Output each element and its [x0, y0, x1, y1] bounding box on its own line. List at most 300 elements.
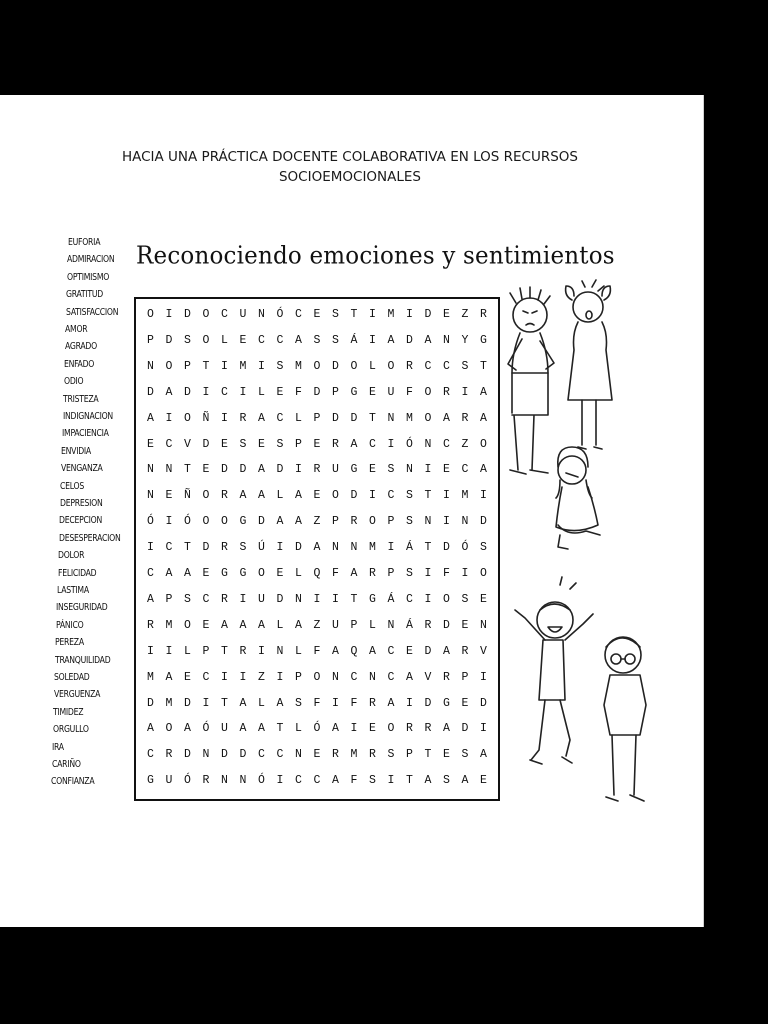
grid-letter: S — [332, 308, 339, 321]
angry-boy-drawing — [508, 287, 554, 474]
grid-letter: D — [202, 541, 210, 555]
grid-letter: L — [369, 359, 376, 373]
grid-letter: I — [369, 489, 376, 503]
grid-letter: U — [239, 308, 247, 321]
grid-letter: I — [350, 722, 358, 736]
grid-letter: I — [239, 592, 247, 606]
grid-letter: N — [295, 592, 302, 606]
grid-letter: A — [165, 567, 173, 580]
grid-letter: A — [258, 411, 265, 425]
grid-letter: A — [350, 437, 358, 451]
word-list-item: EUFORIA — [68, 237, 101, 248]
grid-letter: Z — [461, 437, 469, 451]
grid-letter: C — [313, 774, 321, 788]
word-list-item: ORGULLO — [52, 724, 89, 736]
grid-letter: L — [258, 696, 265, 710]
grid-letter: Ó — [147, 515, 154, 529]
grid-letter: O — [184, 618, 191, 632]
grid-letter: P — [295, 437, 302, 451]
grid-letter: T — [350, 592, 358, 606]
grid-letter: O — [424, 385, 432, 399]
grid-letter: D — [221, 463, 228, 477]
grid-letter: F — [313, 644, 321, 658]
grid-letter: N — [350, 541, 358, 555]
word-list-item: DEPRESION — [59, 498, 103, 509]
grid-letter: O — [313, 359, 321, 373]
grid-letter: E — [202, 618, 210, 632]
grid-letter: O — [369, 515, 376, 529]
grid-letter: I — [369, 333, 376, 347]
grid-letter: A — [295, 515, 302, 529]
grid-letter: N — [387, 411, 395, 425]
grid-letter: Ó — [258, 774, 265, 788]
grid-letter: D — [147, 696, 154, 710]
grid-letter: E — [369, 385, 376, 399]
grid-letter: E — [461, 618, 469, 632]
grid-letter: G — [443, 696, 450, 710]
grid-letter: I — [239, 385, 247, 399]
grid-letter: Ñ — [184, 489, 191, 503]
word-list-item: TRISTEZA — [63, 393, 99, 405]
grid-letter: O — [165, 359, 173, 373]
grid-letter: A — [147, 411, 154, 425]
grid-letter: I — [276, 774, 284, 788]
grid-letter: A — [295, 489, 302, 503]
worksheet-page — [0, 95, 704, 927]
grid-letter: A — [332, 774, 339, 788]
grid-letter: O — [202, 308, 210, 321]
grid-letter: E — [443, 463, 450, 477]
grid-letter: S — [443, 774, 450, 788]
grid-letter: I — [276, 670, 284, 684]
grid-letter: Á — [406, 541, 413, 555]
grid-letter: A — [350, 567, 358, 580]
grid-letter: A — [387, 696, 395, 710]
grid-letter: D — [424, 696, 432, 710]
grid-letter: P — [461, 670, 469, 684]
grid-letter: C — [369, 437, 376, 451]
grid-letter: S — [239, 541, 247, 555]
grid-letter: A — [147, 722, 154, 736]
grid-letter: R — [443, 385, 450, 399]
grid-letter: E — [239, 333, 247, 347]
children-illustration — [0, 95, 703, 927]
grid-letter: O — [332, 489, 339, 503]
grid-letter: A — [443, 411, 450, 425]
grid-letter: C — [221, 385, 228, 399]
grid-letter: Y — [461, 333, 469, 347]
grid-letter: C — [221, 308, 228, 321]
word-list-item: TRANQUILIDAD — [54, 654, 111, 666]
grid-letter: Ó — [406, 437, 413, 451]
grid-letter: I — [461, 385, 469, 399]
grid-letter: N — [480, 618, 487, 632]
grid-letter: L — [276, 489, 284, 503]
grid-letter: U — [258, 592, 265, 606]
grid-letter: F — [350, 774, 358, 788]
grid-letter: E — [461, 696, 469, 710]
grid-letter: M — [406, 411, 413, 425]
grid-letter: D — [276, 592, 284, 606]
grid-letter: D — [295, 541, 302, 555]
grid-letter: D — [443, 541, 450, 555]
grid-letter: D — [480, 696, 487, 710]
grid-letter: P — [387, 567, 395, 580]
grid-letter: A — [276, 696, 284, 710]
word-list-item: PÁNICO — [55, 619, 84, 631]
grid-letter: Ñ — [202, 411, 210, 425]
grid-letter: I — [258, 359, 265, 373]
grid-letter: L — [295, 567, 302, 580]
grid-letter: C — [443, 359, 450, 373]
grid-letter: L — [276, 618, 284, 632]
grid-letter: Ó — [313, 722, 321, 736]
happy-boy-drawing — [515, 577, 593, 764]
grid-letter: P — [350, 618, 358, 632]
grid-letter: E — [202, 463, 210, 477]
grid-letter: I — [239, 670, 247, 684]
word-list-item: ENFADO — [64, 358, 95, 370]
word-list-item: ENVIDIA — [61, 445, 92, 457]
grid-letter: G — [350, 463, 358, 477]
grid-letter: N — [332, 670, 339, 684]
grid-letter: G — [239, 567, 247, 580]
grid-letter: R — [480, 308, 487, 321]
grid-letter: Ú — [258, 541, 265, 555]
grid-letter: E — [276, 385, 284, 399]
grid-letter: R — [332, 437, 339, 451]
grid-letter: I — [165, 411, 173, 425]
grid-letter: I — [480, 489, 487, 503]
grid-letter: D — [184, 748, 191, 762]
grid-letter: E — [165, 489, 173, 503]
grid-letter: O — [443, 592, 450, 606]
grid-letter: I — [313, 592, 321, 606]
grid-letter: R — [461, 411, 469, 425]
grid-letter: S — [406, 489, 413, 503]
grid-letter: E — [369, 463, 376, 477]
grid-letter: T — [276, 722, 284, 736]
grid-letter: D — [443, 618, 450, 632]
grid-letter: T — [202, 359, 210, 373]
grid-letter: D — [258, 515, 265, 529]
grid-letter: M — [239, 359, 247, 373]
grid-letter: T — [184, 541, 191, 555]
grid-letter: R — [461, 644, 469, 658]
header-line-2: SOCIOEMOCIONALES — [278, 169, 422, 185]
grid-letter: D — [276, 463, 284, 477]
grid-letter: O — [480, 437, 487, 451]
grid-letter: P — [332, 515, 339, 529]
grid-letter: O — [165, 722, 173, 736]
grid-letter: F — [443, 567, 450, 580]
grid-letter: L — [184, 644, 191, 658]
grid-letter: G — [350, 385, 358, 399]
grid-letter: D — [424, 644, 432, 658]
grid-letter: U — [221, 722, 228, 736]
grid-letter: V — [424, 670, 432, 684]
grid-letter: T — [184, 463, 191, 477]
grid-letter: T — [424, 748, 432, 762]
grid-letter: A — [165, 385, 173, 399]
grid-letter: S — [295, 696, 302, 710]
sitting-girl-drawing — [556, 447, 600, 549]
grid-letter: C — [406, 592, 413, 606]
grid-letter: I — [202, 385, 210, 399]
grid-letter: Q — [313, 567, 321, 580]
word-list-item: IRA — [52, 741, 64, 753]
grid-letter: E — [276, 567, 284, 580]
grid-letter: D — [406, 333, 413, 347]
grid-letter: T — [480, 359, 487, 373]
grid-letter: I — [221, 411, 228, 425]
grid-letter: Á — [387, 592, 395, 606]
word-list-item: SOLEDAD — [54, 672, 90, 683]
grid-letter: E — [313, 748, 321, 762]
grid-letter: R — [443, 670, 450, 684]
grid-letter: N — [202, 748, 210, 762]
grid-letter: N — [147, 463, 154, 477]
word-list-item: DESESPERACION — [58, 532, 121, 544]
grid-letter: A — [239, 722, 247, 736]
grid-letter: N — [443, 333, 450, 347]
grid-letter: A — [406, 670, 413, 684]
grid-letter: M — [147, 670, 154, 684]
grid-letter: A — [258, 463, 265, 477]
grid-letter: L — [295, 411, 302, 425]
grid-letter: S — [184, 333, 191, 347]
grid-letter: S — [332, 333, 339, 347]
word-list-item: CARIÑO — [51, 759, 81, 770]
grid-letter: O — [387, 722, 395, 736]
grid-letter: I — [406, 696, 413, 710]
grid-letter: E — [406, 644, 413, 658]
grid-letter: C — [443, 437, 450, 451]
grid-letter: R — [313, 463, 321, 477]
grid-letter: S — [461, 359, 469, 373]
grid-letter: N — [276, 644, 284, 658]
grid-letter: T — [424, 489, 432, 503]
grid-letter: N — [406, 463, 413, 477]
grid-letter: O — [202, 333, 210, 347]
grid-letter: C — [461, 463, 469, 477]
grid-letter: Ó — [184, 774, 191, 788]
grid-letter: P — [147, 333, 154, 347]
grid-letter: C — [202, 592, 210, 606]
grid-letter: S — [387, 748, 395, 762]
grid-letter: E — [480, 774, 487, 788]
word-list-item: VENGANZA — [60, 463, 103, 475]
crying-girl-drawing — [566, 280, 612, 449]
grid-letter: R — [239, 411, 247, 425]
grid-letter: S — [369, 774, 376, 788]
grid-letter: Ó — [276, 308, 284, 321]
grid-letter: R — [239, 644, 247, 658]
grid-letter: R — [332, 748, 339, 762]
grid-letter: P — [313, 411, 321, 425]
grid-letter: L — [258, 385, 265, 399]
grid-letter: M — [350, 748, 358, 762]
grid-letter: R — [350, 515, 358, 529]
grid-letter: G — [369, 592, 376, 606]
grid-letter: T — [406, 774, 413, 788]
grid-letter: E — [221, 437, 228, 451]
grid-letter: S — [406, 515, 413, 529]
grid-letter: I — [295, 463, 302, 477]
grid-letter: O — [202, 489, 210, 503]
grid-letter: I — [276, 541, 284, 555]
grid-letter: C — [295, 308, 302, 321]
grid-letter: D — [239, 463, 247, 477]
word-list-item: OPTIMISMO — [66, 271, 109, 283]
grid-letter: T — [221, 696, 228, 710]
grid-letter: A — [221, 618, 228, 632]
grid-letter: N — [147, 359, 154, 373]
grid-letter: Á — [350, 333, 358, 347]
grid-letter: I — [461, 567, 469, 580]
grid-letter: R — [369, 567, 376, 580]
grid-letter: P — [387, 515, 395, 529]
shy-boy-drawing — [604, 637, 646, 801]
grid-letter: G — [239, 515, 247, 529]
grid-letter: T — [424, 541, 432, 555]
grid-letter: A — [184, 567, 191, 580]
word-list-item: ADMIRACION — [67, 254, 115, 266]
grid-letter: G — [147, 774, 154, 788]
grid-letter: A — [165, 670, 173, 684]
word-list-item: CONFIANZA — [50, 776, 95, 788]
grid-letter: S — [313, 333, 321, 347]
grid-letter: A — [276, 515, 284, 529]
grid-letter: L — [369, 618, 376, 632]
word-list-item: INDIGNACION — [62, 411, 113, 422]
grid-letter: D — [332, 411, 339, 425]
grid-letter: I — [147, 541, 154, 555]
grid-letter: I — [387, 437, 395, 451]
grid-letter: T — [350, 308, 358, 321]
grid-letter: Ó — [184, 515, 191, 529]
grid-letter: E — [313, 437, 321, 451]
grid-letter: A — [480, 463, 487, 477]
grid-letter: M — [461, 489, 469, 503]
grid-letter: P — [295, 670, 302, 684]
grid-letter: M — [387, 308, 395, 321]
grid-letter: T — [369, 411, 376, 425]
grid-letter: N — [387, 618, 395, 632]
grid-letter: A — [313, 541, 321, 555]
grid-letter: A — [424, 774, 432, 788]
grid-letter: A — [258, 618, 265, 632]
grid-letter: C — [165, 437, 173, 451]
grid-letter: A — [461, 774, 469, 788]
grid-letter: C — [147, 567, 154, 580]
grid-letter: Z — [313, 515, 321, 529]
grid-letter: N — [369, 670, 376, 684]
grid-letter: Ó — [461, 541, 469, 555]
grid-letter: I — [147, 644, 154, 658]
grid-letter: C — [258, 333, 265, 347]
grid-letter: Ó — [202, 722, 210, 736]
grid-letter: I — [202, 696, 210, 710]
word-list-item: AMOR — [65, 324, 88, 335]
grid-letter: N — [295, 748, 302, 762]
grid-letter: A — [147, 592, 154, 606]
grid-letter: O — [202, 515, 210, 529]
grid-letter: L — [295, 722, 302, 736]
grid-letter: I — [424, 567, 432, 580]
grid-letter: R — [406, 359, 413, 373]
grid-letter: I — [221, 359, 228, 373]
grid-letter: R — [424, 722, 432, 736]
grid-letter: R — [424, 618, 432, 632]
grid-letter: I — [369, 308, 376, 321]
grid-letter: Z — [461, 308, 469, 321]
grid-letter: C — [387, 670, 395, 684]
grid-letter: A — [387, 333, 395, 347]
word-list-item: FELICIDAD — [57, 567, 96, 579]
grid-letter: I — [332, 592, 339, 606]
word-list-item: ODIO — [63, 376, 83, 388]
grid-letter: I — [165, 515, 173, 529]
grid-letter: E — [313, 489, 321, 503]
grid-letter: A — [443, 644, 450, 658]
grid-letter: S — [239, 437, 247, 451]
grid-letter: D — [184, 385, 191, 399]
grid-letter: O — [258, 567, 265, 580]
grid-letter: A — [239, 696, 247, 710]
grid-letter: A — [239, 618, 247, 632]
grid-letter: S — [276, 359, 284, 373]
grid-letter: M — [369, 541, 376, 555]
grid-letter: P — [184, 359, 191, 373]
grid-letter: N — [332, 541, 339, 555]
word-list-item: INSEGURIDAD — [56, 602, 108, 614]
grid-letter: E — [202, 567, 210, 580]
word-list-item: DOLOR — [58, 550, 85, 562]
grid-letter: F — [295, 385, 302, 399]
grid-letter: C — [350, 670, 358, 684]
grid-letter: C — [258, 748, 265, 762]
grid-letter: P — [406, 748, 413, 762]
grid-letter: R — [221, 592, 228, 606]
grid-letter: A — [258, 722, 265, 736]
grid-letter: O — [424, 411, 432, 425]
grid-letter: I — [165, 308, 173, 321]
grid-letter: F — [350, 696, 358, 710]
grid-letter: O — [147, 308, 154, 321]
grid-letter: T — [221, 644, 228, 658]
grid-letter: D — [313, 385, 321, 399]
grid-letter: I — [258, 644, 265, 658]
grid-letter: I — [221, 670, 228, 684]
grid-letter: M — [295, 359, 302, 373]
grid-letter: R — [221, 489, 228, 503]
grid-letter: U — [387, 385, 395, 399]
grid-letter: R — [406, 722, 413, 736]
grid-letter: A — [239, 489, 247, 503]
grid-letter: O — [350, 359, 358, 373]
word-list-item: DECEPCION — [59, 515, 103, 527]
grid-letter: R — [202, 774, 210, 788]
grid-letter: D — [461, 722, 469, 736]
word-list-item: SATISFACCION — [65, 306, 119, 318]
word-list-item: TIMIDEZ — [53, 706, 84, 718]
grid-letter: O — [387, 359, 395, 373]
grid-letter: C — [147, 748, 154, 762]
grid-letter: A — [480, 411, 487, 425]
grid-letter: I — [443, 489, 450, 503]
grid-letter: U — [165, 774, 173, 788]
